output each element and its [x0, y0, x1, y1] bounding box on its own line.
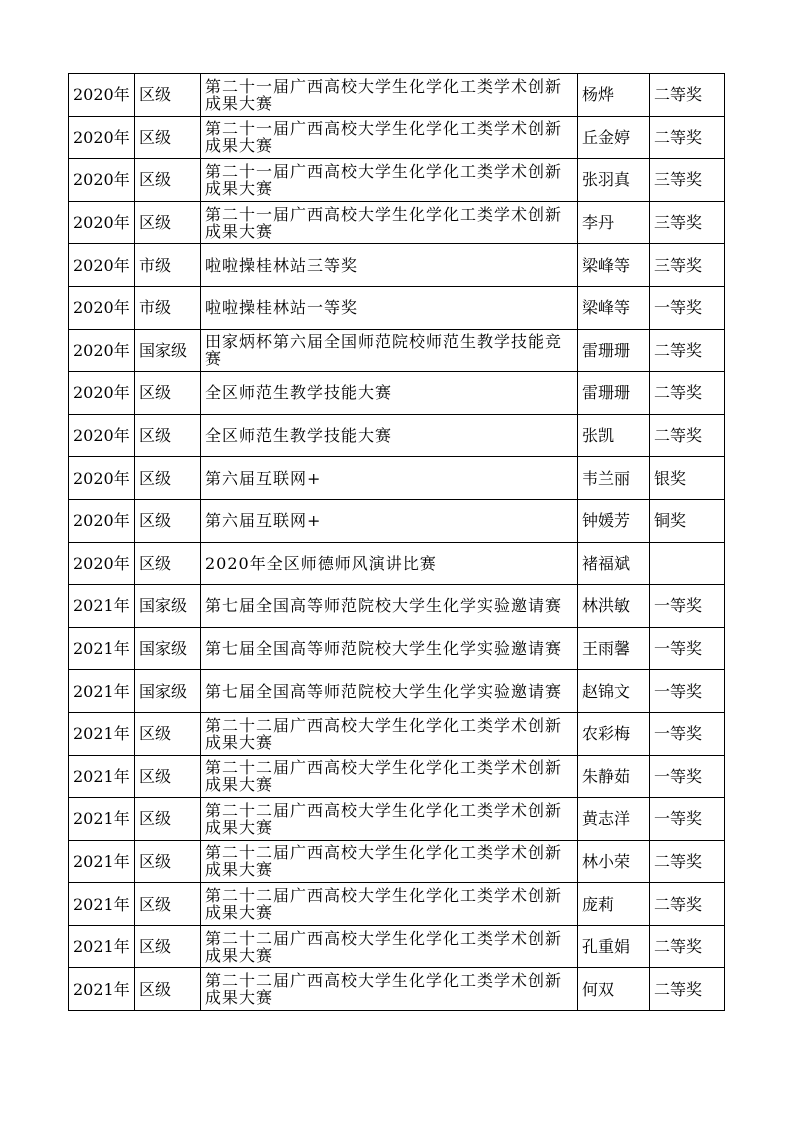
- competition-cell: 第二十二届广西高校大学生化学化工类学术创新成果大赛: [201, 925, 578, 968]
- name-cell: 张羽真: [578, 159, 650, 202]
- year-cell: 2021年: [69, 798, 135, 841]
- table-row: [69, 372, 725, 415]
- prize-cell: 二等奖: [650, 968, 725, 1011]
- table-row: [69, 670, 725, 713]
- competition-cell: 第二十二届广西高校大学生化学化工类学术创新成果大赛: [201, 798, 578, 841]
- prize-cell: 二等奖: [650, 329, 725, 372]
- competition-cell: 啦啦操桂林站三等奖: [201, 244, 578, 287]
- name-cell: 黄志洋: [578, 798, 650, 841]
- prize-cell: 二等奖: [650, 414, 725, 457]
- table-row: [69, 585, 725, 628]
- name-cell: 朱静茹: [578, 755, 650, 798]
- table-row: [69, 116, 725, 159]
- year-cell: 2020年: [69, 372, 135, 415]
- level-cell: 区级: [135, 883, 201, 926]
- awards-table: [68, 73, 725, 1011]
- name-cell: 赵锦文: [578, 670, 650, 713]
- level-cell: 国家级: [135, 585, 201, 628]
- year-cell: 2020年: [69, 201, 135, 244]
- year-cell: 2020年: [69, 159, 135, 202]
- name-cell: 雷珊珊: [578, 372, 650, 415]
- table-row: [69, 542, 725, 585]
- prize-cell: 一等奖: [650, 755, 725, 798]
- table-row: [69, 74, 725, 117]
- name-cell: 林洪敏: [578, 585, 650, 628]
- year-cell: 2021年: [69, 883, 135, 926]
- name-cell: 丘金婷: [578, 116, 650, 159]
- level-cell: 区级: [135, 372, 201, 415]
- level-cell: 区级: [135, 159, 201, 202]
- competition-cell: 第六届互联网+: [201, 499, 578, 542]
- name-cell: 张凯: [578, 414, 650, 457]
- name-cell: 王雨馨: [578, 627, 650, 670]
- level-cell: 区级: [135, 457, 201, 500]
- table-row: [69, 414, 725, 457]
- competition-cell: 第二十二届广西高校大学生化学化工类学术创新成果大赛: [201, 968, 578, 1011]
- table-row: [69, 883, 725, 926]
- competition-cell: 第六届互联网+: [201, 457, 578, 500]
- name-cell: 梁峰等: [578, 244, 650, 287]
- name-cell: 何双: [578, 968, 650, 1011]
- year-cell: 2021年: [69, 670, 135, 713]
- table-row: [69, 840, 725, 883]
- level-cell: 区级: [135, 542, 201, 585]
- competition-cell: 第二十一届广西高校大学生化学化工类学术创新成果大赛: [201, 159, 578, 202]
- prize-cell: 二等奖: [650, 372, 725, 415]
- table-row: [69, 712, 725, 755]
- competition-cell: 2020年全区师德师风演讲比赛: [201, 542, 578, 585]
- level-cell: 国家级: [135, 670, 201, 713]
- level-cell: 区级: [135, 755, 201, 798]
- prize-cell: 三等奖: [650, 159, 725, 202]
- year-cell: 2020年: [69, 116, 135, 159]
- prize-cell: 一等奖: [650, 670, 725, 713]
- competition-cell: 第七届全国高等师范院校大学生化学实验邀请赛: [201, 670, 578, 713]
- level-cell: 区级: [135, 74, 201, 117]
- year-cell: 2020年: [69, 244, 135, 287]
- prize-cell: 铜奖: [650, 499, 725, 542]
- level-cell: 区级: [135, 798, 201, 841]
- level-cell: 区级: [135, 499, 201, 542]
- name-cell: 农彩梅: [578, 712, 650, 755]
- name-cell: 杨烨: [578, 74, 650, 117]
- prize-cell: 二等奖: [650, 116, 725, 159]
- prize-cell: 一等奖: [650, 286, 725, 329]
- prize-cell: 三等奖: [650, 201, 725, 244]
- prize-cell: 二等奖: [650, 925, 725, 968]
- name-cell: 梁峰等: [578, 286, 650, 329]
- table-row: [69, 925, 725, 968]
- competition-cell: 第二十二届广西高校大学生化学化工类学术创新成果大赛: [201, 883, 578, 926]
- table-row: [69, 286, 725, 329]
- competition-cell: 第二十二届广西高校大学生化学化工类学术创新成果大赛: [201, 840, 578, 883]
- name-cell: 韦兰丽: [578, 457, 650, 500]
- year-cell: 2021年: [69, 755, 135, 798]
- level-cell: 区级: [135, 414, 201, 457]
- prize-cell: 二等奖: [650, 883, 725, 926]
- level-cell: 国家级: [135, 627, 201, 670]
- year-cell: 2020年: [69, 286, 135, 329]
- name-cell: 李丹: [578, 201, 650, 244]
- level-cell: 市级: [135, 286, 201, 329]
- awards-table-body: [69, 74, 725, 1011]
- year-cell: 2020年: [69, 542, 135, 585]
- year-cell: 2020年: [69, 74, 135, 117]
- name-cell: 雷珊珊: [578, 329, 650, 372]
- table-row: [69, 329, 725, 372]
- table-row: [69, 755, 725, 798]
- level-cell: 区级: [135, 712, 201, 755]
- table-row: [69, 798, 725, 841]
- year-cell: 2021年: [69, 968, 135, 1011]
- prize-cell: 一等奖: [650, 712, 725, 755]
- level-cell: 区级: [135, 968, 201, 1011]
- prize-cell: 二等奖: [650, 840, 725, 883]
- competition-cell: 第七届全国高等师范院校大学生化学实验邀请赛: [201, 585, 578, 628]
- competition-cell: 啦啦操桂林站一等奖: [201, 286, 578, 329]
- year-cell: 2021年: [69, 925, 135, 968]
- competition-cell: 第二十一届广西高校大学生化学化工类学术创新成果大赛: [201, 201, 578, 244]
- competition-cell: 全区师范生教学技能大赛: [201, 414, 578, 457]
- prize-cell: 二等奖: [650, 74, 725, 117]
- competition-cell: 第二十一届广西高校大学生化学化工类学术创新成果大赛: [201, 116, 578, 159]
- prize-cell: 银奖: [650, 457, 725, 500]
- table-row: [69, 627, 725, 670]
- table-row: [69, 244, 725, 287]
- prize-cell: 三等奖: [650, 244, 725, 287]
- competition-cell: 田家炳杯第六届全国师范院校师范生教学技能竞赛: [201, 329, 578, 372]
- level-cell: 市级: [135, 244, 201, 287]
- table-row: [69, 968, 725, 1011]
- prize-cell: 一等奖: [650, 627, 725, 670]
- competition-cell: 第二十二届广西高校大学生化学化工类学术创新成果大赛: [201, 712, 578, 755]
- name-cell: 钟媛芳: [578, 499, 650, 542]
- level-cell: 区级: [135, 116, 201, 159]
- year-cell: 2020年: [69, 499, 135, 542]
- name-cell: 褚福斌: [578, 542, 650, 585]
- table-row: [69, 159, 725, 202]
- table-row: [69, 457, 725, 500]
- year-cell: 2021年: [69, 627, 135, 670]
- level-cell: 国家级: [135, 329, 201, 372]
- prize-cell: 一等奖: [650, 798, 725, 841]
- year-cell: 2020年: [69, 457, 135, 500]
- prize-cell: [650, 542, 725, 585]
- level-cell: 区级: [135, 840, 201, 883]
- name-cell: 孔重娟: [578, 925, 650, 968]
- name-cell: 林小荣: [578, 840, 650, 883]
- competition-cell: 第二十一届广西高校大学生化学化工类学术创新成果大赛: [201, 74, 578, 117]
- name-cell: 庞莉: [578, 883, 650, 926]
- level-cell: 区级: [135, 201, 201, 244]
- year-cell: 2021年: [69, 712, 135, 755]
- table-row: [69, 499, 725, 542]
- year-cell: 2020年: [69, 329, 135, 372]
- competition-cell: 第二十二届广西高校大学生化学化工类学术创新成果大赛: [201, 755, 578, 798]
- competition-cell: 第七届全国高等师范院校大学生化学实验邀请赛: [201, 627, 578, 670]
- prize-cell: 一等奖: [650, 585, 725, 628]
- competition-cell: 全区师范生教学技能大赛: [201, 372, 578, 415]
- level-cell: 区级: [135, 925, 201, 968]
- year-cell: 2021年: [69, 840, 135, 883]
- table-row: [69, 201, 725, 244]
- year-cell: 2021年: [69, 585, 135, 628]
- year-cell: 2020年: [69, 414, 135, 457]
